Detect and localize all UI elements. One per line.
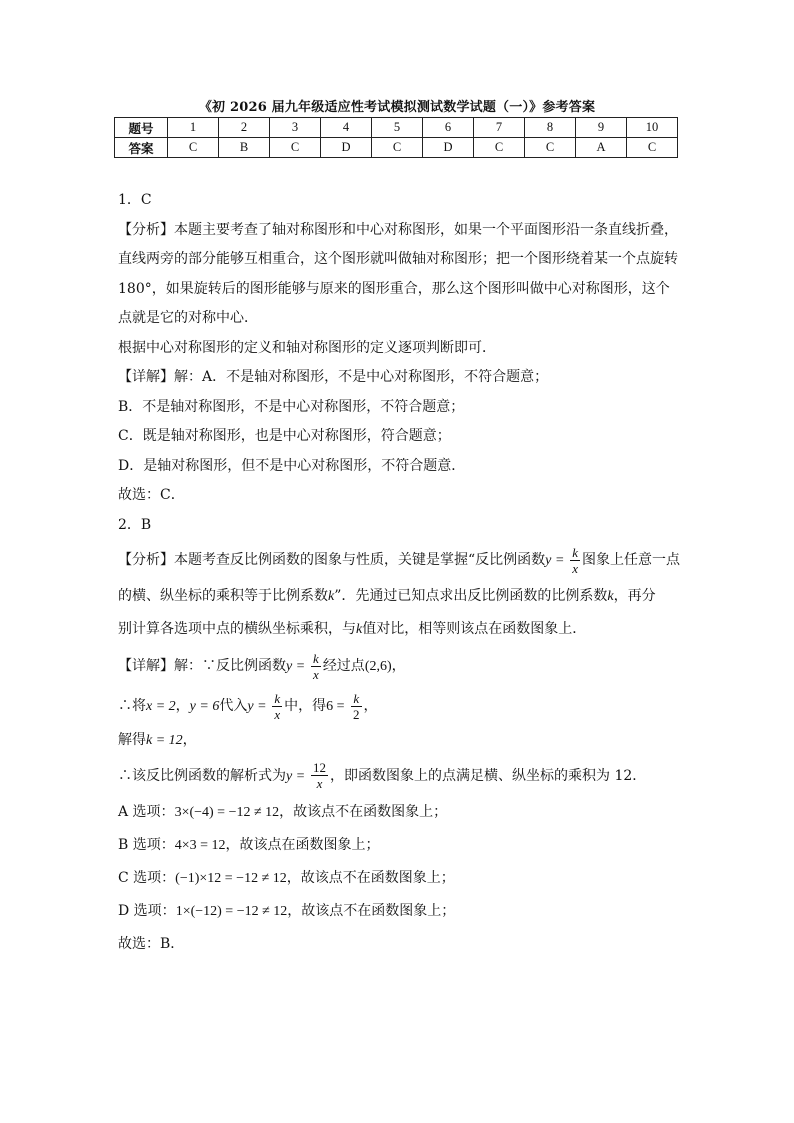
answer-table-answer-row	[115, 138, 678, 158]
q1-analysis-line: 【分析】本题主要考查了轴对称图形和中心对称图形，如果一个平面图形沿一条直线折叠，	[118, 221, 678, 238]
fraction-denominator: x	[316, 776, 323, 791]
question-number: 6	[423, 118, 474, 138]
option-expression: 3×(−4) = −12 ≠ 12	[174, 804, 280, 820]
option-text: ，故该点不在函数图象上；	[286, 869, 455, 886]
answer-cell: C	[627, 138, 678, 158]
fraction-k-over-2	[351, 692, 362, 721]
q2-heading: 2．B	[118, 516, 152, 533]
question-number: 4	[321, 118, 372, 138]
q1-analysis-line: 点就是它的对称中心．	[118, 310, 258, 326]
q2-analysis-line	[118, 580, 688, 613]
fraction-k-over-x	[570, 546, 580, 575]
answer-cell: D	[423, 138, 474, 158]
answer-cell: D	[321, 138, 372, 158]
q2-detail-line	[118, 756, 688, 796]
math-point: (2,6)	[364, 659, 392, 674]
math-y: y	[286, 659, 293, 674]
solution-content	[118, 186, 688, 961]
q1-heading: 1．C	[118, 192, 152, 208]
fraction-numerator: k	[572, 544, 578, 560]
text-span: 【详解】解：∵反比例函数	[118, 658, 286, 674]
number-header: 题号	[115, 118, 168, 138]
answer-table	[114, 117, 678, 158]
option-label: A 选项：	[118, 803, 175, 820]
q2-detail-line	[118, 686, 688, 726]
text-span: ，即函数图象上的点满足横、纵坐标的乘积为 12．	[330, 767, 647, 784]
q1-detail-line: B．不是轴对称图形，不是中心对称图形，不符合题意；	[118, 398, 465, 415]
q1-detail-line: D．是轴对称图形，但不是中心对称图形，不符合题意．	[118, 457, 466, 474]
q1-choice: 故选：C．	[118, 487, 185, 503]
question-number: 3	[270, 118, 321, 138]
q1-detail-line: 【详解】解：A．不是轴对称图形，不是中心对称图形，不符合题意；	[118, 369, 549, 385]
q2-option-c	[118, 862, 688, 895]
fraction-denominator: x	[313, 666, 319, 682]
fraction-numerator: k	[351, 692, 362, 707]
question-number: 8	[525, 118, 576, 138]
math-x-value: x = 2	[146, 699, 176, 714]
q2-option-d	[118, 895, 688, 928]
q2-choice: 故选：B．	[118, 935, 185, 952]
q2-detail-line	[118, 726, 688, 756]
q1-detail-line: C．既是轴对称图形，也是中心对称图形，符合题意；	[118, 428, 451, 444]
question-number: 1	[168, 118, 219, 138]
math-eq: =	[258, 699, 266, 714]
text-span: 中，得	[284, 698, 327, 714]
fraction-denominator: x	[274, 706, 281, 722]
text-span: 解得	[118, 732, 146, 748]
text-span: ，	[363, 698, 378, 714]
option-label: B 选项：	[118, 836, 175, 853]
page-title: 《初 2026 届九年级适应性考试模拟测试数学试题（一）》参考答案	[198, 100, 596, 115]
math-y: y	[545, 553, 552, 568]
option-label: C 选项：	[118, 869, 176, 886]
math-k: k	[328, 589, 335, 604]
text-span: ，再分	[613, 588, 656, 604]
answer-cell: C	[474, 138, 525, 158]
option-label: D 选项：	[118, 902, 176, 919]
math-eq: =	[555, 553, 564, 568]
option-text: ，故该点在函数图象上；	[225, 836, 380, 853]
q2-detail-line	[118, 646, 688, 686]
text-span: ”．先通过已知点求出反比例函数的比例系数	[334, 588, 608, 604]
q2-analysis-line	[118, 613, 688, 646]
text-span: ，	[182, 732, 197, 748]
fraction-k-over-x	[272, 692, 282, 721]
text-span: 别计算各选项中点的横纵坐标乘积，与	[118, 621, 356, 637]
q2-option-a	[118, 796, 688, 829]
fraction-numerator: k	[274, 690, 281, 706]
question-number: 2	[219, 118, 270, 138]
text-span: 【分析】本题考查反比例函数的图象与性质，关键是掌握“反比例函数	[118, 552, 546, 568]
answer-cell: C	[168, 138, 219, 158]
math-k-value: k = 12	[146, 733, 183, 748]
answer-header: 答案	[115, 138, 168, 158]
fraction-denominator: 2	[353, 706, 360, 722]
text-span: 值对比，相等则该点在函数图象上．	[362, 621, 587, 637]
math-six-eq: 6 =	[326, 699, 345, 714]
option-text: ，故该点不在函数图象上；	[287, 902, 456, 919]
option-expression: 1×(−12) = −12 ≠ 12	[175, 903, 288, 919]
q2-option-b	[118, 829, 688, 862]
answer-table-number-row	[115, 118, 678, 138]
text-span: 代入	[219, 698, 248, 714]
option-text: ，故该点不在函数图象上；	[279, 803, 448, 820]
fraction-numerator: 12	[313, 760, 327, 775]
fraction-denominator: x	[572, 560, 578, 576]
text-span: ∴将	[118, 698, 146, 714]
question-number: 7	[474, 118, 525, 138]
math-y: y	[286, 768, 293, 784]
math-k: k	[607, 589, 614, 604]
math-k: k	[356, 622, 363, 637]
q1-analysis-line: 根据中心对称图形的定义和轴对称图形的定义逐项判断即可．	[118, 339, 496, 356]
option-expression: (−1)×12 = −12 ≠ 12	[175, 870, 287, 886]
math-y: y	[247, 699, 254, 714]
math-y-value: y = 6	[189, 699, 220, 714]
fraction-k-over-x	[311, 652, 321, 681]
text-span: ∴该反比例函数的解析式为	[118, 767, 286, 784]
text-span: 经过点	[322, 658, 365, 674]
math-eq: =	[296, 659, 305, 674]
option-expression: 4×3 = 12	[174, 837, 226, 853]
text-span: ，	[175, 698, 190, 714]
answer-cell: B	[219, 138, 270, 158]
question-number: 10	[627, 118, 678, 138]
question-number: 5	[372, 118, 423, 138]
question-number: 9	[576, 118, 627, 138]
q1-analysis-line: 180°，如果旋转后的图形能够与原来的图形重合，那么这个图形叫做中心对称图形，这个	[118, 280, 670, 297]
answer-cell: C	[525, 138, 576, 158]
text-span: 的横、纵坐标的乘积等于比例系数	[118, 588, 328, 604]
text-span: ，	[391, 658, 406, 674]
text-span: 图象上任意一点	[581, 552, 680, 568]
math-eq: =	[296, 768, 305, 784]
answer-cell: C	[270, 138, 321, 158]
fraction-12-over-x	[311, 761, 328, 790]
fraction-numerator: k	[313, 650, 319, 666]
answer-cell: C	[372, 138, 423, 158]
answer-cell: A	[576, 138, 627, 158]
q1-analysis-line: 直线两旁的部分能够互相重合，这个图形就叫做轴对称图形；把一个图形绕着某一个点旋转	[118, 251, 678, 267]
q2-analysis-line	[118, 540, 688, 580]
